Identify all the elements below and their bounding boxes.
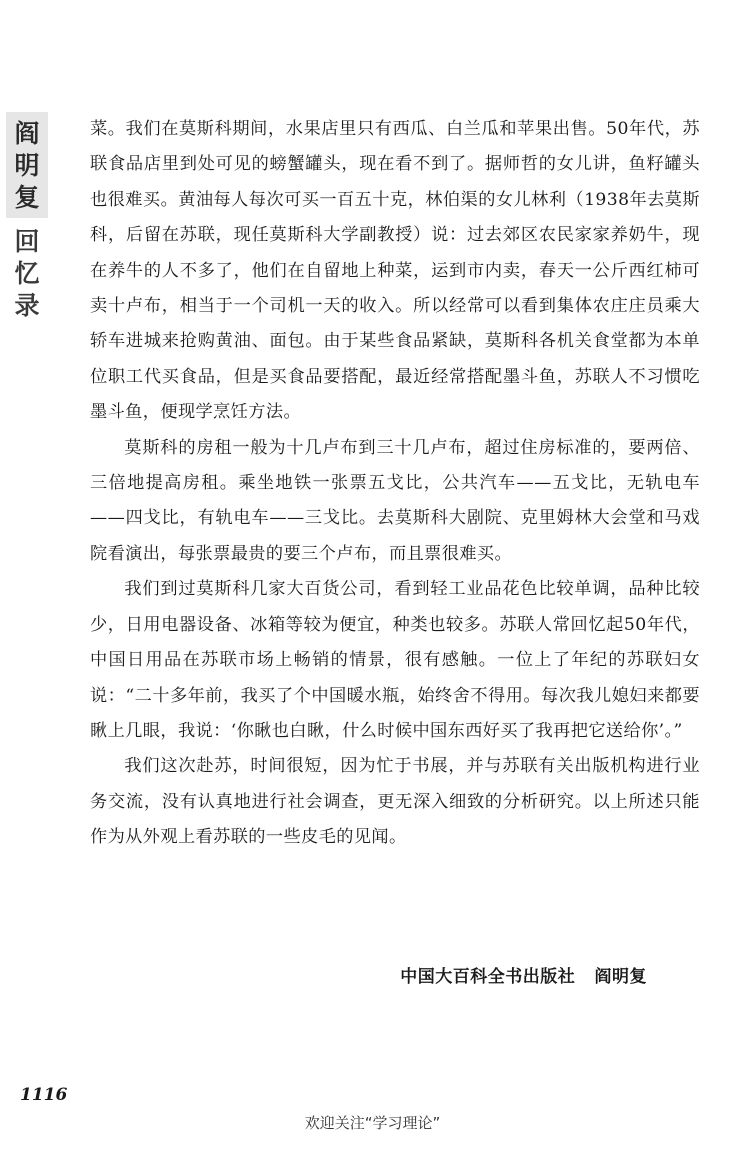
paragraph: 莫斯科的房租一般为十几卢布到三十几卢布，超过住房标准的，要两倍、三倍地提高房租。乘坐地铁一张票五戈比，公共汽车——五戈比，无轨电车——四戈比，有轨电车——三戈比。去莫斯科大剧院、克里姆林大会堂和马戏院看演出，每张票最贵的要三个卢布，而且票很难买。: [90, 437, 700, 564]
page-number: 1116: [20, 1085, 68, 1105]
book-title-memoir-block: [6, 218, 48, 322]
paragraph: 我们这次赴苏，时间很短，因为忙于书展，并与苏联有关出版机构进行业务交流，没有认真地进行社会调查，更无深入细致的分析研究。以上所述只能作为从外观上看苏联的一些皮毛的见闻。: [90, 756, 700, 848]
book-title-char: 明: [14, 151, 40, 180]
book-title-vertical: [6, 112, 48, 322]
book-title-char: 录: [14, 291, 40, 320]
paragraph: 我们到过莫斯科几家大百货公司，看到轻工业品花色比较单调，品种比较少，日用电器设备、冰箱等较为便宜，种类也较多。苏联人常回忆起50年代，中国日用品在苏联市场上畅销的情景，很有感触。一位上了年纪的苏联妇女说：“二十多年前，我买了个中国暖水瓶，始终舍不得用。每次我儿媳妇来都要瞅上几眼，我说：‘你瞅也白瞅，什么时候中国东西好买了我再把它送给你’。”: [90, 579, 700, 741]
book-title-char: 忆: [14, 259, 40, 288]
book-title-char: 回: [14, 227, 40, 256]
signature-author: 阎明复: [594, 967, 647, 987]
book-title-author-block: [6, 112, 48, 218]
body-text: [90, 112, 700, 856]
footer-note: 欢迎关注“学习理论”: [304, 1114, 441, 1132]
signature: [400, 962, 647, 987]
signature-organization: 中国大百科全书出版社: [400, 967, 576, 987]
paragraph: 菜。我们在莫斯科期间，水果店里只有西瓜、白兰瓜和苹果出售。50年代，苏联食品店里到处可见的螃蟹罐头，现在看不到了。据师哲的女儿讲，鱼籽罐头也很难买。黄油每人每次可买一百五十克，林伯渠的女儿林利（1938年去莫斯科，后留在苏联，现任莫斯科大学副教授）说：过去郊区农民家家养奶牛，现在养牛的人不多了，他们在自留地上种菜，运到市内卖，春天一公斤西红柿可卖十卢布，相当于一个司机一天的收入。所以经常可以看到集体农庄庄员乘大轿车进城来抢购黄油、面包。由于某些食品紧缺，莫斯科各机关食堂都为本单位职工代买食品，但是买食品要搭配，最近经常搭配墨斗鱼，苏联人不习惯吃墨斗鱼，便现学烹饪方法。: [90, 119, 700, 423]
book-title-char: 阎: [14, 119, 40, 148]
book-title-char: 复: [14, 183, 40, 212]
